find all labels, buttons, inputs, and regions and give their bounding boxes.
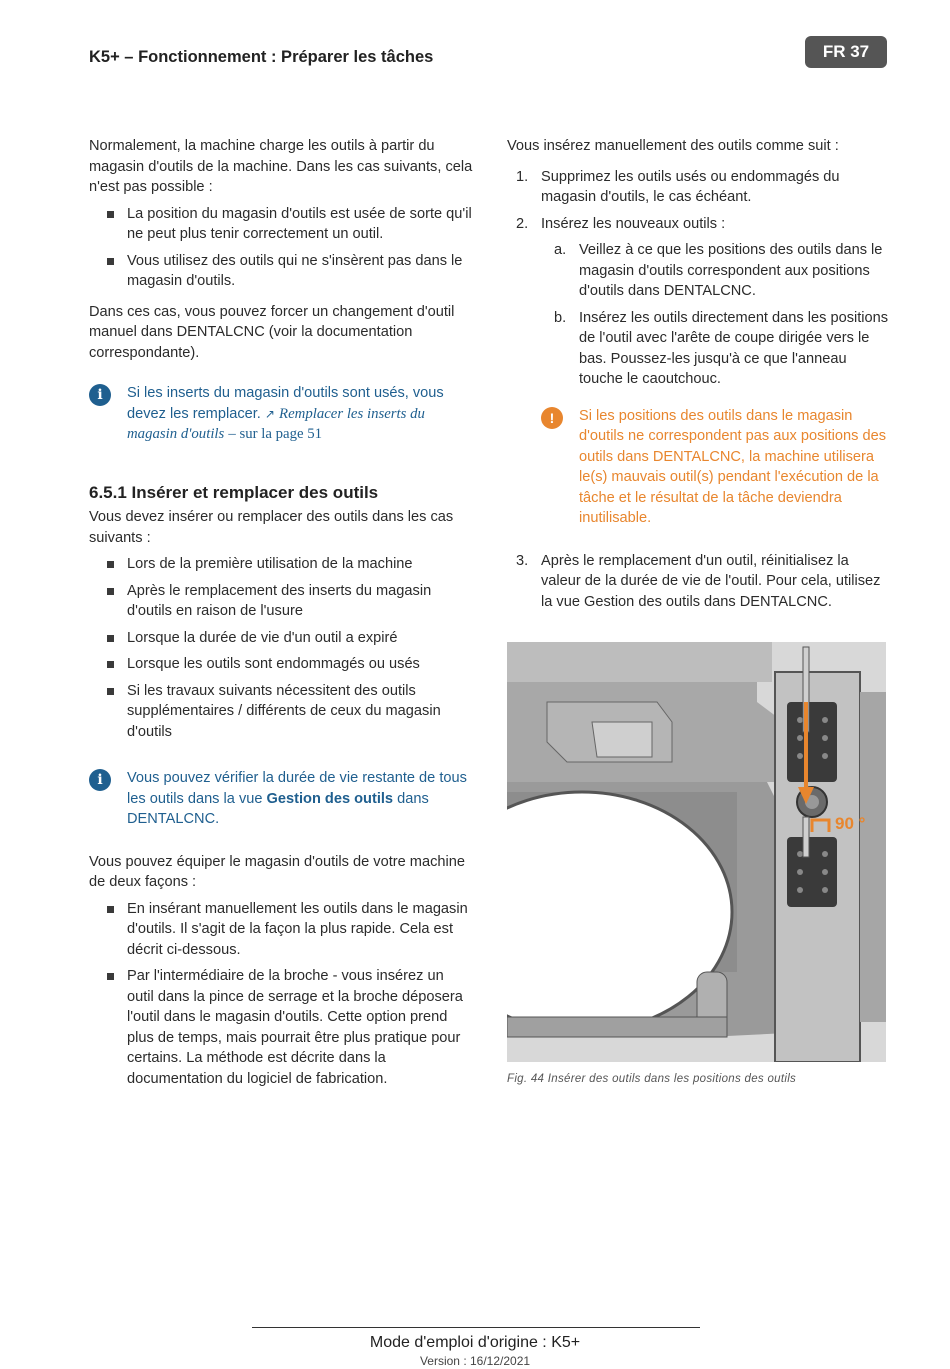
- list-item: Lorsque la durée de vie d'un outil a expiré: [127, 628, 474, 649]
- warning-note: [541, 406, 892, 529]
- cross-reference-link[interactable]: Remplacer les inserts du magasin d'outils: [127, 405, 425, 442]
- intro-bullet-list: [89, 204, 474, 292]
- list-item: La position du magasin d'outils est usée de sorte qu'il ne peut plus tenir correctement un outil.: [127, 204, 474, 245]
- step-text: Après le remplacement d'un outil, réinitialisez la valeur de la durée de vie de l'outil. Pour cela, utilisez la vue Gestion des outils dans DENTALCNC.: [541, 552, 881, 610]
- warning-text: Si les positions des outils dans le magasin d'outils ne correspondent pas aux positions des outils dans DENTALCNC, la machine utilisera le(s) mauvais outil(s) pendant l'exécution de la tâche et le résultat de la tâche deviendra inutilisable.: [579, 407, 887, 526]
- step-number: 1.: [516, 168, 529, 185]
- footer-version: Version : 16/12/2021: [419, 1354, 531, 1368]
- page-header-title: K5+ – Fonctionnement : Préparer les tâches: [89, 48, 434, 66]
- section-heading: 6.5.1 Insérer et remplacer des outils: [89, 482, 379, 502]
- info-note: [89, 768, 474, 830]
- step-number: 3.: [516, 552, 529, 569]
- equip-bullet-list: [89, 899, 474, 1090]
- step-number: 2.: [516, 215, 529, 232]
- footer-divider: [252, 1327, 700, 1328]
- step-text: Insérez les nouveaux outils :: [541, 215, 726, 232]
- list-item: [516, 167, 892, 208]
- sub-step-text: Insérez les outils directement dans les positions de l'outil avec l'arête de coupe dirigée vers le bas. Poussez-les jusqu'à ce que l'anneau touche le caoutchouc.: [579, 309, 889, 387]
- list-item: [554, 308, 892, 390]
- angle-label: 90 °: [835, 814, 866, 833]
- left-column: [89, 136, 474, 1099]
- right-column: [507, 136, 892, 618]
- procedure-steps: [507, 167, 892, 613]
- page-number-badge: FR 37: [805, 36, 887, 68]
- list-item: [516, 551, 892, 613]
- sub-step-letter: b.: [554, 309, 567, 326]
- external-link-icon: ↗: [264, 406, 275, 421]
- sub-steps: [541, 240, 892, 390]
- info-icon: i: [89, 769, 111, 791]
- force-change-paragraph: Dans ces cas, vous pouvez forcer un changement d'outil manuel dans DENTALCNC (voir la documentation correspondante).: [89, 303, 455, 361]
- figure-caption: Fig. 44 Insérer des outils dans les positions des outils: [507, 1073, 797, 1085]
- cross-reference-page[interactable]: – sur la page 51: [228, 426, 323, 442]
- info-note: [89, 383, 474, 445]
- tool-magazine-figure: [507, 642, 886, 1062]
- tool-magazine-illustration: [507, 642, 886, 1062]
- list-item: Si les travaux suivants nécessitent des outils supplémentaires / différents de ceux du magasin d'outils: [127, 681, 474, 743]
- warning-icon: !: [541, 407, 563, 429]
- list-item: Vous utilisez des outils qui ne s'insèrent pas dans le magasin d'outils.: [127, 251, 474, 292]
- list-item: [516, 214, 892, 529]
- note-text: dans DENTALCNC.: [127, 790, 429, 827]
- section-intro: Vous devez insérer ou remplacer des outils dans les cas suivants :: [89, 509, 454, 546]
- intro-paragraph: Normalement, la machine charge les outils à partir du magasin d'outils de la machine. Dans les cas suivants, cela n'est pas possible :: [89, 138, 473, 195]
- sub-step-text: Veillez à ce que les positions des outils dans le magasin d'outils correspondent aux positions d'outils dans DENTALCNC.: [579, 242, 883, 299]
- section-bullet-list: [89, 554, 474, 742]
- note-text: Vous pouvez vérifier la durée de vie restante de tous les outils dans la vue: [127, 770, 467, 807]
- list-item: Après le remplacement des inserts du magasin d'outils en raison de l'usure: [127, 581, 474, 622]
- ui-term: Gestion des outils: [266, 790, 394, 807]
- list-item: [554, 240, 892, 302]
- list-item: Lorsque les outils sont endommagés ou usés: [127, 654, 474, 675]
- note-text: Si les inserts du magasin d'outils sont usés, vous devez les remplacer.: [127, 385, 444, 422]
- info-icon: i: [89, 384, 111, 406]
- equip-intro: Vous pouvez équiper le magasin d'outils de votre machine de deux façons :: [89, 853, 465, 890]
- step-text: Supprimez les outils usés ou endommagés du magasin d'outils, le cas échéant.: [541, 168, 840, 205]
- list-item: En insérant manuellement les outils dans le magasin d'outils. Il s'agit de la façon la plus rapide. Cela est décrit ci-dessous.: [127, 899, 474, 961]
- footer-title: Mode d'emploi d'origine : K5+: [369, 1334, 581, 1351]
- list-item: Par l'intermédiaire de la broche - vous insérez un outil dans la pince de serrage et la broche déposera l'outil dans le magasin d'outils. Cette option prend plus de temps, mais pourrait être plus pratique pour certains. La méthode est décrite dans la documentation du logiciel de fabrication.: [127, 966, 474, 1089]
- procedure-intro: Vous insérez manuellement des outils comme suit :: [507, 138, 839, 154]
- list-item: Lors de la première utilisation de la machine: [127, 554, 474, 575]
- sub-step-letter: a.: [554, 242, 567, 258]
